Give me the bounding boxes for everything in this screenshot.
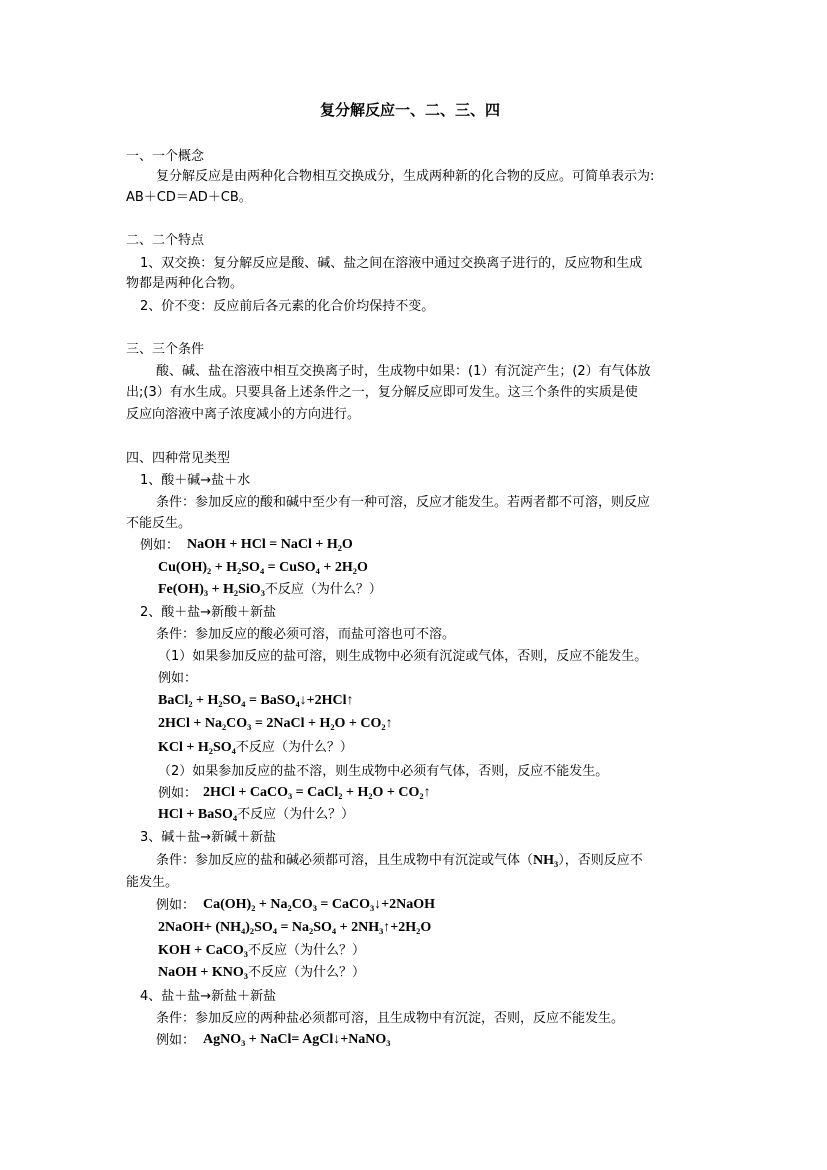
- section-2-heading: 二、二个特点: [126, 233, 205, 248]
- section-3-text-2: 出;(3）有水生成。只要具备上述条件之一，复分解反应即可发生。这三个条件的实质是使: [126, 385, 638, 400]
- type-2-equation-4: 2HCl + CaCO₃ = CaCl₂ + H₂O + CO₂↑: [203, 785, 431, 800]
- type-2-equation-3-formula: KCl + H₂SO₄: [158, 740, 236, 755]
- type-3-equation-3-note: 不反应（为什么？）: [247, 943, 365, 958]
- section-2-point-2: 2、价不变：反应前后各元素的化合价均保持不变。: [140, 299, 435, 314]
- type-4-condition: 条件：参加反应的两种盐必须都可溶，且生成物中有沉淀，否则，反应不能发生。: [156, 1011, 625, 1026]
- type-3-condition-cont: 能发生。: [126, 875, 179, 890]
- type-3-equation-4-note: 不反应（为什么？）: [247, 965, 365, 980]
- type-2-example-label: 例如：: [158, 671, 198, 686]
- type-3-equation-1: Ca(OH)₂ + Na₂CO₃ = CaCO₃↓+2NaOH: [203, 897, 436, 912]
- type-3-equation-4: [158, 964, 365, 981]
- section-3-heading: 三、三个条件: [126, 342, 205, 357]
- type-3-equation-2: 2NaOH+ (NH₄)₂SO₄ = Na₂SO₄ + 2NH₃↑+2H₂O: [158, 920, 432, 935]
- type-1-condition: 条件：参加反应的酸和碱中至少有一种可溶，反应才能发生。若两者都不可溶，则反应: [156, 495, 651, 510]
- section-4-heading: 四、四种常见类型: [126, 451, 231, 466]
- section-2-point-1-cont: 物都是两种化合物。: [126, 276, 244, 291]
- type-2-equation-2: 2HCl + Na₂CO₃ = 2NaCl + H₂O + CO₂↑: [158, 716, 393, 731]
- type-1-equation-3: [158, 581, 382, 598]
- type-2-title: 2、酸＋盐→新酸＋新盐: [140, 605, 277, 620]
- type-4-example-label: 例如：: [156, 1033, 196, 1048]
- type-1-example-label: 例如：: [140, 538, 180, 553]
- type-4-equation-1: AgNO₃ + NaCl= AgCl↓+NaNO₃: [203, 1032, 391, 1047]
- section-1-heading: 一、一个概念: [126, 149, 205, 164]
- type-2-equation-5-note: 不反应（为什么？）: [237, 807, 355, 822]
- type-1-equation-1: NaOH + HCl = NaCl + H₂O: [187, 537, 353, 552]
- section-1-formula: AB＋CD＝AD＋CB。: [126, 190, 252, 205]
- section-3-text-1: 酸、碱、盐在溶液中相互交换离子时，生成物中如果：(1）有沉淀产生；(2）有气体放: [156, 364, 651, 379]
- section-2-point-1: 1、双交换：复分解反应是酸、碱、盐之间在溶液中通过交换离子进行的，反应物和生成: [140, 256, 643, 271]
- section-1-text: 复分解反应是由两种化合物相互交换成分，生成两种新的化合物的反应。可简单表示为:: [156, 169, 655, 184]
- type-3-title: 3、碱＋盐→新碱＋新盐: [140, 830, 277, 845]
- type-1-equation-2: Cu(OH)₂ + H₂SO₄ = CuSO₄ + 2H₂O: [158, 560, 368, 575]
- type-3-condition-text-2: ），否则反应不: [558, 853, 643, 868]
- type-3-equation-3: [158, 942, 365, 959]
- type-1-condition-cont: 不能反生。: [126, 516, 192, 531]
- type-2-equation-3: [158, 739, 353, 756]
- type-3-example-label: 例如：: [156, 898, 196, 913]
- section-3-text-3: 反应向溶液中离子浓度减小的方向进行。: [126, 407, 361, 422]
- type-2-equation-3-note: 不反应（为什么？）: [235, 740, 353, 755]
- type-2-equation-1: BaCl₂ + H₂SO₄ = BaSO₄↓+2HCl↑: [158, 693, 354, 708]
- type-2-equation-5: [158, 806, 354, 823]
- type-1-title: 1、酸＋碱→盐＋水: [140, 473, 251, 488]
- type-2-example-label-2: 例如：: [158, 786, 198, 801]
- type-4-title: 4、盐＋盐→新盐＋新盐: [140, 989, 277, 1004]
- document-title: 复分解反应一、二、三、四: [320, 101, 501, 119]
- type-2-case-1: （1）如果参加反应的盐可溶，则生成物中必须有沉淀或气体，否则，反应不能发生。: [158, 649, 648, 664]
- type-1-equation-3-note: 不反应（为什么？）: [264, 582, 382, 597]
- type-3-equation-3-formula: KOH + CaCO₃: [158, 943, 248, 958]
- type-1-equation-3-formula: Fe(OH)₃ + H₂SiO₃: [158, 582, 265, 597]
- type-3-condition: [156, 852, 643, 869]
- type-3-condition-gas: NH₃: [533, 853, 559, 868]
- type-3-equation-4-formula: NaOH + KNO₃: [158, 965, 248, 980]
- type-3-condition-text-1: 条件：参加反应的盐和碱必须都可溶，且生成物中有沉淀或气体（: [156, 853, 534, 868]
- type-2-equation-5-formula: HCl + BaSO₄: [158, 807, 238, 822]
- type-2-condition: 条件：参加反应的酸必须可溶，而盐可溶也可不溶。: [156, 627, 456, 642]
- type-2-case-2: （2）如果参加反应的盐不溶，则生成物中必须有气体，否则，反应不能发生。: [158, 764, 609, 779]
